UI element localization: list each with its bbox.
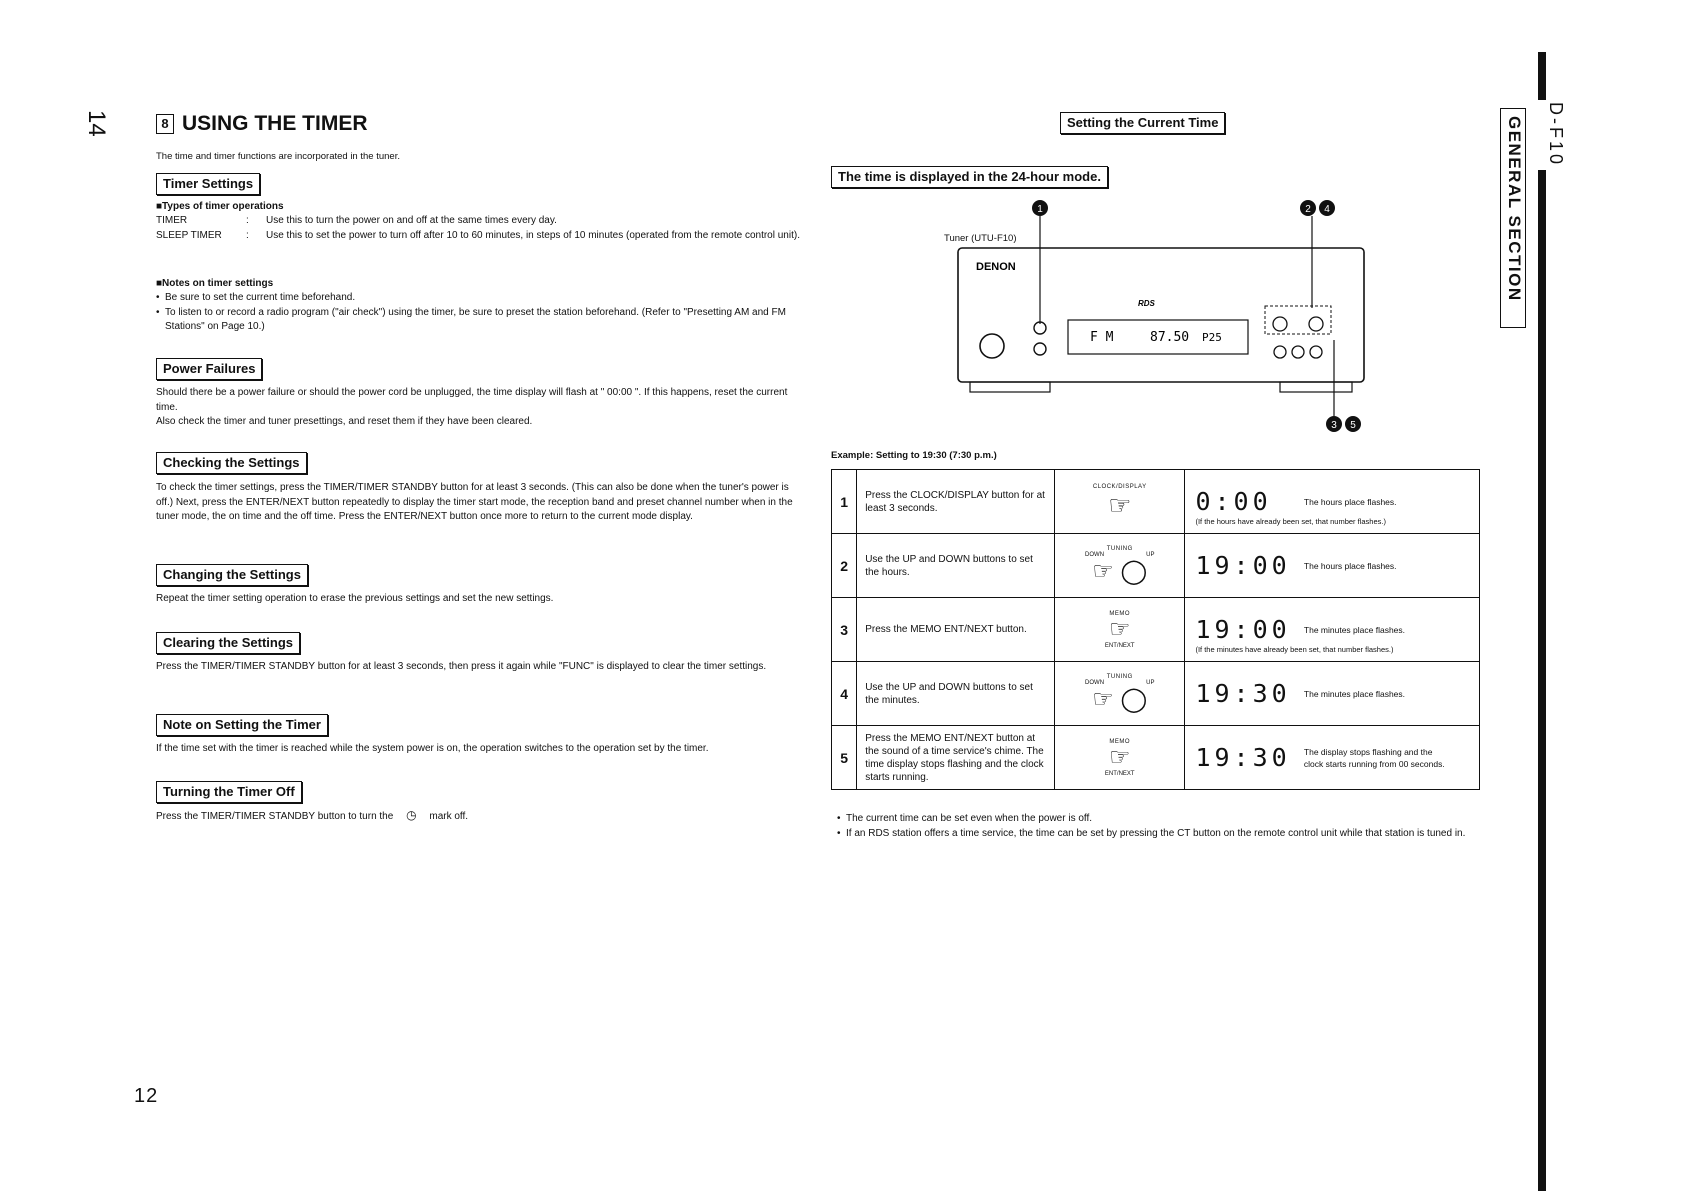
turning-off-after: mark off. — [429, 811, 469, 822]
up-label: UP — [1146, 551, 1155, 558]
front-button-1 — [1274, 346, 1286, 358]
setting-time-heading: Setting the Current Time — [1060, 112, 1225, 134]
step-description: Press the MEMO ENT/NEXT button at the sound of a time service's chime. The time display stops flashing and the clock starts running. — [857, 726, 1055, 790]
button-label: CLOCK/DISPLAY — [1092, 483, 1147, 490]
type-timer — [156, 214, 806, 229]
button-sublabel: ENT/NEXT — [1104, 642, 1135, 649]
display-readout: 19:00 — [1195, 615, 1291, 644]
brand-logo: DENON — [976, 261, 1016, 273]
table-row — [832, 662, 1480, 726]
finger-press-icon: ☞ — [1108, 489, 1132, 520]
edge-bar-bottom — [1538, 170, 1546, 1191]
down-label: DOWN — [1085, 679, 1105, 686]
example-caption: Example: Setting to 19:30 (7:30 p.m.) — [831, 450, 997, 461]
note-item: • To listen to or record a radio program ("air check") using the timer, be sure to preset the station beforehand. (Refer to "Presetting AM and FM Stations" on Page 10.) — [156, 306, 806, 335]
type-sleep-timer — [156, 229, 806, 244]
callout-3-text: 3 — [1331, 420, 1337, 431]
callout-5-text: 5 — [1350, 420, 1356, 431]
step-number: 1 — [832, 470, 857, 534]
rds-logo: RDS — [1138, 299, 1155, 308]
page-number: 12 — [134, 1085, 159, 1107]
timer-notes — [156, 291, 806, 335]
timer-clock-icon: ◷ — [406, 808, 417, 822]
note-item: • Be sure to set the current time beforehand. — [156, 291, 806, 306]
display-note: The hours place flashes. — [1303, 496, 1397, 507]
step-display — [1185, 662, 1480, 726]
bottom-notes — [837, 812, 1487, 841]
note-setting-heading: Note on Setting the Timer — [156, 714, 328, 736]
power-knob — [980, 334, 1004, 358]
step-display — [1185, 470, 1480, 534]
display-note: The hours place flashes. — [1303, 560, 1397, 571]
clearing-heading: Clearing the Settings — [156, 632, 300, 654]
tuner-body — [958, 248, 1364, 382]
up-label: UP — [1146, 679, 1155, 686]
step-description: Press the MEMO ENT/NEXT button. — [857, 598, 1055, 662]
type-name: TIMER — [156, 215, 188, 226]
table-row — [832, 598, 1480, 662]
step-button-illustration — [1055, 662, 1185, 726]
display-readout: 19:00 — [1195, 551, 1291, 580]
display-note: The display stops flashing and the clock starts running from 00 seconds. — [1303, 746, 1445, 769]
types-heading: ■Types of timer operations — [156, 201, 284, 212]
type-sep: : — [246, 215, 249, 226]
step-description: Use the UP and DOWN buttons to set the hours. — [857, 534, 1055, 598]
tuner-label: Tuner (UTU-F10) — [944, 233, 1017, 244]
finger-press-icon: ☞ ◯ — [1092, 557, 1148, 585]
finger-press-icon: ☞ ◯ — [1092, 685, 1148, 713]
notes-heading: ■Notes on timer settings — [156, 278, 274, 289]
type-name: SLEEP TIMER — [156, 229, 222, 241]
display-note: The minutes place flashes. — [1303, 688, 1406, 699]
turning-off-before: Press the TIMER/TIMER STANDBY button to turn the — [156, 811, 394, 822]
changing-heading: Changing the Settings — [156, 564, 308, 586]
type-desc: Use this to turn the power on and off at the same times every day. — [266, 215, 557, 226]
step-number: 3 — [832, 598, 857, 662]
note-setting-text: If the time set with the timer is reached while the system power is on, the operation switches to the operation set by the timer. — [156, 743, 709, 754]
power-failures-para2: Also check the timer and tuner presettings, and reset them if they have been cleared. — [156, 416, 533, 427]
front-button-2 — [1292, 346, 1304, 358]
step-button-illustration — [1055, 598, 1185, 662]
power-failures-para: Should there be a power failure or should the power cord be unplugged, the time display will flash at " 00:00 ". If this happens, reset the current time. — [156, 387, 788, 413]
display-readout: 19:30 — [1195, 743, 1291, 772]
display-note: The minutes place flashes. — [1303, 624, 1406, 635]
callout-1-text: 1 — [1037, 204, 1043, 215]
callout-4-text: 4 — [1324, 204, 1330, 215]
tuner-foot-right — [1280, 382, 1352, 392]
tuner-illustration — [950, 196, 1370, 432]
timer-settings-heading: Timer Settings — [156, 173, 260, 195]
finger-press-icon: ☞ — [1108, 615, 1131, 643]
intro-text: The time and timer functions are incorporated in the tuner. — [156, 151, 400, 162]
step-number: 4 — [832, 662, 857, 726]
note-item: • The current time can be set even when the power is off. — [837, 812, 1487, 827]
display-subnote: (If the hours have already been set, that number flashes.) — [1195, 517, 1386, 526]
step-button-illustration — [1055, 534, 1185, 598]
step-number: 5 — [832, 726, 857, 790]
display-band: F M — [1090, 330, 1114, 345]
page-title: USING THE TIMER — [182, 112, 368, 135]
button-label: TUNING — [1106, 545, 1133, 552]
type-desc: Use this to set the power to turn off after 10 to 60 minutes, in steps of 10 minutes (operated from the remote control unit). — [266, 229, 800, 241]
turning-off-text — [156, 808, 806, 825]
callout-2-text: 2 — [1305, 204, 1311, 215]
power-failures-text — [156, 386, 806, 430]
power-failures-heading: Power Failures — [156, 358, 262, 380]
checking-text: To check the timer settings, press the TIMER/TIMER STANDBY button for at least 3 seconds. (This can also be done when the tuner's power is off.) Next, press the ENTER/NEXT button repeatedly to display the timer start mode, the reception band and preset channel number when in the tuner mode, the on time and the off time. Press the ENTER/NEXT button once more to return to the current mode display. — [156, 482, 793, 522]
table-row — [832, 470, 1480, 534]
note-item: • If an RDS station offers a time service, the time can be set by pressing the CT button on the remote control unit while that station is tuned in. — [837, 827, 1487, 842]
button-label: MEMO — [1109, 610, 1131, 617]
tuner-foot-left — [970, 382, 1050, 392]
finger-press-icon: ☞ — [1108, 743, 1131, 771]
clearing-text: Press the TIMER/TIMER STANDBY button for at least 3 seconds, then press it again while "FUNC" is displayed to clear the timer settings. — [156, 661, 767, 672]
section-label: GENERAL SECTION — [1505, 116, 1524, 302]
display-frequency: 87.50 — [1150, 330, 1190, 345]
table-row — [832, 534, 1480, 598]
step-button-illustration — [1055, 470, 1185, 534]
step-number: 2 — [832, 534, 857, 598]
step-button-illustration — [1055, 726, 1185, 790]
changing-text: Repeat the timer setting operation to erase the previous settings and set the new settings. — [156, 593, 554, 604]
section-number-box: 8 — [156, 114, 174, 134]
clock-display-button — [1273, 317, 1287, 331]
model-label: D-F10 — [1546, 102, 1566, 168]
display-preset: P25 — [1202, 331, 1222, 344]
step-display — [1185, 726, 1480, 790]
display-readout: 19:30 — [1195, 679, 1291, 708]
section-heading — [156, 112, 368, 136]
mode-box: The time is displayed in the 24-hour mode. — [831, 166, 1108, 188]
steps-table — [831, 469, 1480, 790]
display-readout: 0:00 — [1195, 487, 1272, 516]
button-sublabel: ENT/NEXT — [1104, 770, 1135, 777]
memo-button — [1310, 346, 1322, 358]
step-description: Press the CLOCK/DISPLAY button for at least 3 seconds. — [857, 470, 1055, 534]
display-subnote: (If the minutes have already been set, that number flashes.) — [1195, 645, 1394, 654]
button-label: TUNING — [1106, 673, 1133, 680]
timer-button-lower — [1034, 343, 1046, 355]
step-display — [1185, 598, 1480, 662]
down-label: DOWN — [1085, 551, 1105, 558]
type-sep: : — [246, 229, 249, 241]
timer-types — [156, 214, 806, 243]
step-description: Use the UP and DOWN buttons to set the minutes. — [857, 662, 1055, 726]
checking-heading: Checking the Settings — [156, 452, 307, 474]
button-label: MEMO — [1109, 738, 1131, 745]
turning-off-heading: Turning the Timer Off — [156, 781, 302, 803]
edge-bar-top — [1538, 52, 1546, 100]
tuning-up-button — [1309, 317, 1323, 331]
step-display — [1185, 534, 1480, 598]
table-row — [832, 726, 1480, 790]
margin-page-number: 14 — [83, 110, 110, 137]
